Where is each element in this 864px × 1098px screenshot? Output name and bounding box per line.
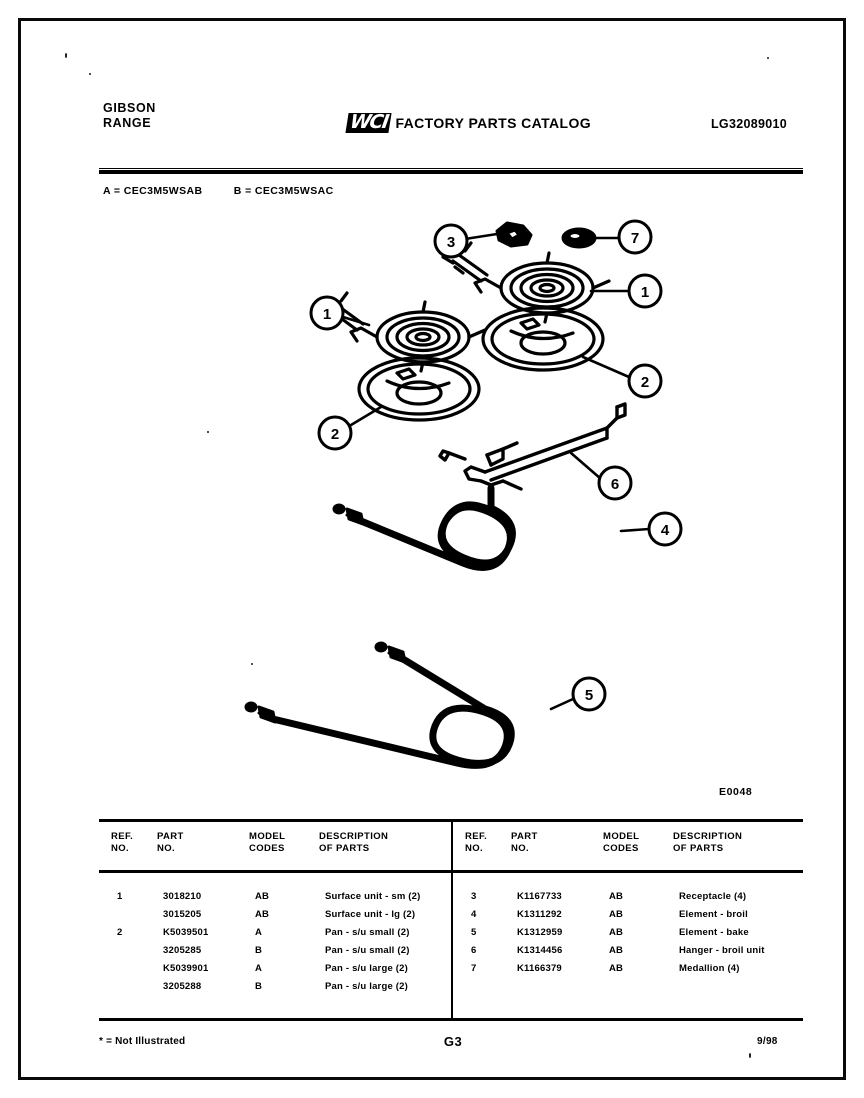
- callout-6: [599, 467, 631, 499]
- wci-logo: WCI: [345, 113, 392, 133]
- header-ref-no: REF. NO.: [111, 831, 134, 854]
- parts-table-right: [453, 819, 805, 1021]
- cell-desc: Receptacle (4): [679, 891, 747, 902]
- model-code-a: A = CEC3M5WSAB: [103, 185, 203, 197]
- cell-model: A: [255, 927, 263, 938]
- table-header-row-left: [111, 831, 459, 855]
- cell-part: 3205285: [163, 945, 202, 956]
- cell-model: B: [255, 981, 263, 992]
- catalog-title-text: FACTORY PARTS CATALOG: [395, 115, 592, 131]
- cell-part: K1167733: [517, 891, 562, 902]
- bake-element-part: [273, 659, 511, 765]
- header-part-no: PART NO.: [511, 831, 538, 854]
- cell-model: AB: [609, 963, 624, 974]
- cell-model: A: [255, 963, 263, 974]
- callout-1-right: [629, 275, 661, 307]
- receptacle-part: [497, 223, 531, 246]
- page-number: G3: [443, 1034, 463, 1049]
- cell-part: K5039901: [163, 963, 209, 974]
- cell-model: B: [255, 945, 263, 956]
- table-row: [465, 909, 819, 927]
- callout-bubbles: [311, 221, 681, 710]
- callout-4-label: 4: [660, 522, 670, 539]
- diagram-reference-code: E0048: [719, 786, 753, 798]
- cell-model: AB: [609, 891, 624, 902]
- brand-line-1: GIBSON: [103, 101, 156, 115]
- scan-speck: [65, 53, 67, 58]
- scan-speck: [749, 1053, 751, 1058]
- cell-model: AB: [609, 909, 624, 920]
- cell-part: K5039501: [163, 927, 209, 938]
- brand-line-2: RANGE: [103, 116, 152, 130]
- cell-desc: Pan - s/u small (2): [325, 945, 410, 956]
- parts-table-left: [99, 819, 451, 1021]
- callout-3-label: 3: [446, 234, 456, 251]
- scan-speck: [767, 57, 769, 59]
- cell-model: AB: [255, 909, 270, 920]
- cell-ref: 6: [471, 945, 477, 956]
- callout-5-label: 5: [584, 687, 594, 704]
- table-row: [111, 891, 465, 909]
- catalog-title-block: [347, 113, 591, 133]
- table-row: [111, 963, 465, 981]
- brand-name: [103, 101, 156, 131]
- exploded-parts-illustration: [51, 191, 855, 831]
- medallion-part: [563, 229, 595, 247]
- revision-date: 9/98: [757, 1036, 778, 1047]
- parts-table: [99, 819, 803, 1021]
- callout-2-right-label: 2: [640, 374, 650, 391]
- callout-1-left-label: 1: [322, 306, 332, 323]
- cell-model: AB: [609, 927, 624, 938]
- cell-part: K1314456: [517, 945, 563, 956]
- drip-pan-rear: [483, 308, 603, 370]
- bake-element-terminal-right: [376, 643, 405, 662]
- broil-element-part: [361, 488, 512, 567]
- cell-desc: Pan - s/u small (2): [325, 927, 410, 938]
- model-code-b: B = CEC3M5WSAC: [233, 185, 334, 197]
- table-body-right: [465, 891, 819, 981]
- cell-part: K1311292: [517, 909, 562, 920]
- not-illustrated-note: * = Not Illustrated: [99, 1036, 186, 1047]
- broil-element-terminal: [334, 505, 363, 524]
- table-header-row-right: [465, 831, 813, 855]
- callout-2-left: [319, 417, 351, 449]
- cell-ref: 3: [471, 891, 477, 902]
- table-body-left: [111, 891, 465, 999]
- cell-model: AB: [255, 891, 270, 902]
- callout-2-right: [629, 365, 661, 397]
- header-model-codes: MODEL CODES: [249, 831, 286, 854]
- cell-part: 3015205: [163, 909, 202, 920]
- cell-desc: Element - bake: [679, 927, 749, 938]
- header-divider: [99, 168, 803, 174]
- table-row: [111, 909, 465, 927]
- table-row: [465, 927, 819, 945]
- callout-3: [435, 225, 467, 257]
- cell-ref: 2: [117, 927, 123, 938]
- header-ref-no: REF. NO.: [465, 831, 488, 854]
- cell-ref: 5: [471, 927, 477, 938]
- callout-2-left-label: 2: [330, 426, 340, 443]
- page-content: [51, 51, 855, 1089]
- table-row: [111, 945, 465, 963]
- table-row: [465, 963, 819, 981]
- callout-5: [573, 678, 605, 710]
- callout-6-label: 6: [610, 476, 620, 493]
- header-part-no: PART NO.: [157, 831, 184, 854]
- callout-1-right-label: 1: [640, 284, 650, 301]
- header-model-codes: MODEL CODES: [603, 831, 640, 854]
- cell-desc: Surface unit - sm (2): [325, 891, 421, 902]
- callout-7: [619, 221, 651, 253]
- table-row: [465, 945, 819, 963]
- table-row: [111, 927, 465, 945]
- cell-part: 3018210: [163, 891, 202, 902]
- cell-desc: Hanger - broil unit: [679, 945, 765, 956]
- cell-ref: 7: [471, 963, 477, 974]
- callout-7-label: 7: [630, 230, 640, 247]
- cell-part: K1166379: [517, 963, 562, 974]
- table-row: [465, 891, 819, 909]
- callout-4: [649, 513, 681, 545]
- catalog-number: LG32089010: [711, 117, 787, 131]
- cell-desc: Pan - s/u large (2): [325, 963, 408, 974]
- page-border: [18, 18, 846, 1080]
- cell-desc: Medallion (4): [679, 963, 740, 974]
- cell-desc: Pan - s/u large (2): [325, 981, 408, 992]
- cell-ref: 1: [117, 891, 123, 902]
- cell-desc: Element - broil: [679, 909, 748, 920]
- cell-desc: Surface unit - lg (2): [325, 909, 416, 920]
- cell-ref: 4: [471, 909, 477, 920]
- cell-part: 3205288: [163, 981, 202, 992]
- header-description: DESCRIPTION OF PARTS: [319, 831, 389, 854]
- callout-1-left: [311, 297, 343, 329]
- scan-speck: [89, 73, 91, 75]
- table-row: [111, 981, 465, 999]
- cell-part: K1312959: [517, 927, 563, 938]
- cell-model: AB: [609, 945, 624, 956]
- bake-element-terminal-left: [246, 703, 275, 722]
- header-description: DESCRIPTION OF PARTS: [673, 831, 743, 854]
